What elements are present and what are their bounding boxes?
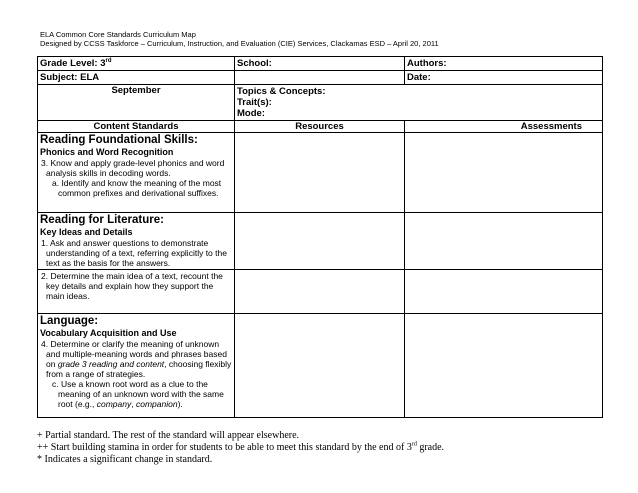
literature-subtitle: Key Ideas and Details — [40, 227, 133, 237]
footnote-significant-change: * Indicates a significant change in standard. — [37, 454, 213, 465]
foundational-section-title: Reading Foundational Skills: — [40, 134, 198, 146]
month-title: September — [38, 85, 235, 121]
traits-label: Trait(s): — [237, 97, 272, 108]
language-resources-cell — [235, 314, 405, 418]
document-header-line2: Designed by CCSS Taskforce – Curriculum, Instruction, and Evaluation (CIE) Services, Clackamas ESD – April 20, 2011 — [40, 39, 439, 48]
footnote-partial-standard: + Partial standard. The rest of the standard will appear elsewhere. — [37, 430, 300, 441]
foundational-subtitle: Phonics and Word Recognition — [40, 147, 174, 157]
grade-level-label: Grade Level: 3 — [40, 58, 106, 69]
foundational-assessments-cell — [405, 133, 603, 213]
topics-cell — [235, 85, 603, 121]
foundational-standard-3: 3. Know and apply grade-level phonics and word analysis skills in decoding words. — [41, 158, 225, 178]
literature-cell — [38, 213, 235, 270]
literature-standard-2: 2. Determine the main idea of a text, recount the key details and explain how they support the main ideas. — [41, 271, 223, 301]
grade-level-cell — [38, 57, 235, 71]
column-header-resources: Resources — [235, 121, 405, 133]
literature-standard-1: 1. Ask and answer questions to demonstrate understanding of a text, referring explicitly to the text as the basis for the answers. — [41, 238, 227, 268]
language-assessments-cell — [405, 314, 603, 418]
foundational-resources-cell — [235, 133, 405, 213]
date-spacer-cell — [235, 71, 405, 85]
literature-resources-cell-1 — [235, 213, 405, 270]
literature-section-title: Reading for Literature: — [40, 214, 164, 226]
literature-standard-2-cell — [38, 270, 235, 314]
language-section-title: Language: — [40, 315, 99, 327]
language-standard-4c: c. Use a known root word as a clue to the meaning of an unknown word with the same root (e.g., company, companion). — [52, 379, 224, 409]
literature-resources-cell-2 — [235, 270, 405, 314]
literature-assessments-cell-2 — [405, 270, 603, 314]
school-cell: School: — [235, 57, 405, 71]
column-header-content-standards: Content Standards — [38, 121, 235, 133]
footnote-stamina: ++ Start building stamina in order for students to be able to meet this standard by the end of 3rd grade. — [37, 441, 445, 453]
grade-level-suffix: rd — [105, 57, 112, 64]
literature-assessments-cell-1 — [405, 213, 603, 270]
curriculum-map-table — [37, 56, 603, 418]
footnotes — [37, 430, 444, 466]
column-header-assessments: Assessments — [405, 121, 603, 133]
topics-label: Topics & Concepts: — [237, 86, 326, 97]
subject-cell: Subject: ELA — [38, 71, 235, 85]
language-cell — [38, 314, 235, 418]
authors-cell: Authors: — [405, 57, 603, 71]
language-subtitle: Vocabulary Acquisition and Use — [40, 328, 177, 338]
foundational-standard-3a: a. Identify and know the meaning of the most common prefixes and derivational suffixes. — [52, 178, 222, 198]
date-cell: Date: — [405, 71, 603, 85]
mode-label: Mode: — [237, 108, 265, 119]
foundational-skills-cell — [38, 133, 235, 213]
document-header-line1: ELA Common Core Standards Curriculum Map — [40, 30, 196, 39]
language-standard-4: 4. Determine or clarify the meaning of unknown and multiple-meaning words and phrases based on grade 3 reading and content, choosing flexibly from a range of strategies. — [41, 339, 232, 379]
